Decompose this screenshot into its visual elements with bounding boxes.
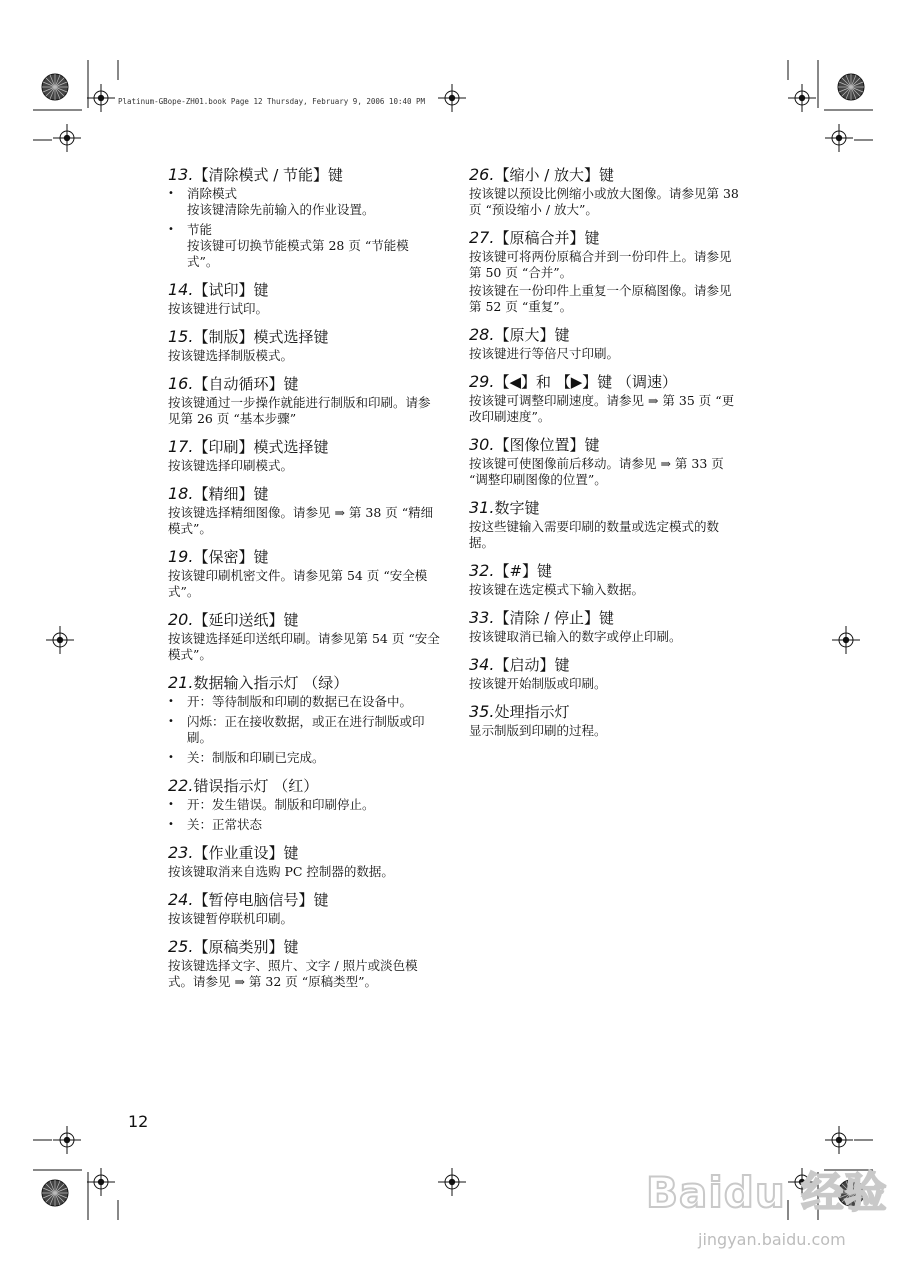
bullet-text: • 闪烁：正在接收数据，或正在进行制版或印刷。 xyxy=(187,714,425,745)
item-heading xyxy=(168,889,440,911)
bullet-text: • 关：正常状态 xyxy=(187,817,263,832)
item-description: 按该键选择延印送纸印刷。请参见第 54 页 “安全模式”。 xyxy=(168,631,440,662)
item-title: 【暂停电脑信号】键 xyxy=(193,891,329,909)
item-title: 【原大】键 xyxy=(494,326,570,344)
bullet-label: • 节能 xyxy=(187,222,213,237)
key-description-item xyxy=(168,936,440,990)
item-description: 按该键印刷机密文件。请参见第 54 页 “安全模式”。 xyxy=(168,568,428,599)
key-description-item xyxy=(168,889,440,927)
item-heading xyxy=(168,164,440,186)
baidu-watermark xyxy=(640,1148,888,1268)
key-description-item xyxy=(168,164,440,270)
item-description: 按该键可将两份原稿合并到一份印件上。请参见第 50 页 “合并”。 xyxy=(469,249,732,280)
item-number: 26. xyxy=(469,165,495,184)
bullet-item xyxy=(168,817,440,833)
item-heading xyxy=(469,434,741,456)
item-heading xyxy=(469,560,741,582)
item-title: 处理指示灯 xyxy=(494,703,570,721)
bullet-item xyxy=(168,750,440,766)
item-title: 【◀】和 【▶】键 （调速） xyxy=(494,373,678,391)
bullet-item xyxy=(168,694,440,710)
item-number: 20. xyxy=(168,610,194,629)
item-title: 【保密】键 xyxy=(193,548,269,566)
item-heading xyxy=(469,654,741,676)
left-column xyxy=(168,164,440,999)
item-number: 17. xyxy=(168,437,194,456)
item-heading xyxy=(168,672,440,694)
item-description: 按该键开始制版或印刷。 xyxy=(469,676,607,691)
item-heading xyxy=(168,775,440,797)
key-description-item xyxy=(168,483,440,537)
item-number: 23. xyxy=(168,843,194,862)
item-description: 按该键进行试印。 xyxy=(168,301,269,316)
item-title: 【图像位置】键 xyxy=(494,436,600,454)
key-description-item xyxy=(469,607,741,645)
item-number: 13. xyxy=(168,165,194,184)
key-description-item xyxy=(469,654,741,692)
watermark-brand: Baidu 经验 xyxy=(646,1168,888,1217)
item-heading xyxy=(469,324,741,346)
item-heading xyxy=(469,701,741,723)
item-heading xyxy=(469,497,741,519)
item-heading xyxy=(469,371,741,393)
item-number: 33. xyxy=(469,608,495,627)
item-number: 21. xyxy=(168,673,194,692)
item-title: 【试印】键 xyxy=(193,281,269,299)
key-description-item xyxy=(168,436,440,474)
item-number: 14. xyxy=(168,280,194,299)
item-title: 【#】键 xyxy=(494,562,553,580)
item-description: 按该键选择文字、照片、文字 / 照片或淡色模式。请参见 ⇒ 第 32 页 “原稿类型”。 xyxy=(168,958,418,989)
item-number: 25. xyxy=(168,937,194,956)
item-title: 【精细】键 xyxy=(193,485,269,503)
item-description: 按该键选择印刷模式。 xyxy=(168,458,294,473)
item-heading xyxy=(168,842,440,864)
item-title: 【清除 / 停止】键 xyxy=(494,609,615,627)
item-heading xyxy=(168,279,440,301)
item-heading xyxy=(168,373,440,395)
key-description-item xyxy=(168,279,440,317)
bullet-text: 按该键清除先前输入的作业设置。 xyxy=(187,202,375,217)
item-heading xyxy=(168,436,440,458)
key-description-item xyxy=(168,842,440,880)
bullet-item xyxy=(168,222,440,270)
bullet-item xyxy=(168,714,440,746)
item-description: 按该键选择制版模式。 xyxy=(168,348,294,363)
item-number: 29. xyxy=(469,372,495,391)
item-heading xyxy=(168,609,440,631)
item-description: 按该键暂停联机印刷。 xyxy=(168,911,294,926)
item-description: 按该键在选定模式下输入数据。 xyxy=(469,582,645,597)
item-heading xyxy=(469,227,741,249)
key-description-item xyxy=(469,560,741,598)
bullet-text: • 开：等待制版和印刷的数据已在设备中。 xyxy=(187,694,413,709)
item-description: 按该键以预设比例缩小或放大图像。请参见第 38 页 “预设缩小 / 放大”。 xyxy=(469,186,739,217)
item-title: 【印刷】模式选择键 xyxy=(193,438,329,456)
item-description: 按这些键输入需要印刷的数量或选定模式的数据。 xyxy=(469,519,720,550)
item-heading xyxy=(168,936,440,958)
item-number: 22. xyxy=(168,776,194,795)
item-number: 18. xyxy=(168,484,194,503)
key-description-item xyxy=(168,672,440,766)
bullet-label: • 消除模式 xyxy=(187,186,238,201)
item-title: 【原稿类别】键 xyxy=(193,938,299,956)
key-description-item xyxy=(469,371,741,425)
item-number: 15. xyxy=(168,327,194,346)
bullet-list xyxy=(168,797,440,833)
right-column xyxy=(469,164,741,748)
item-title: 【缩小 / 放大】键 xyxy=(494,166,615,184)
key-description-item xyxy=(469,434,741,488)
item-number: 28. xyxy=(469,325,495,344)
item-description: 按该键取消来自选购 PC 控制器的数据。 xyxy=(168,864,394,879)
item-title: 【原稿合并】键 xyxy=(494,229,600,247)
watermark-url: jingyan.baidu.com xyxy=(698,1230,846,1249)
item-title: 错误指示灯 （红） xyxy=(193,777,319,795)
key-description-item xyxy=(469,164,741,218)
item-title: 数字键 xyxy=(494,499,540,517)
item-number: 31. xyxy=(469,498,495,517)
item-description: 按该键选择精细图像。请参见 ⇒ 第 38 页 “精细模式”。 xyxy=(168,505,434,536)
page-number: 12 xyxy=(128,1112,149,1131)
bullet-text: • 开：发生错误。制版和印刷停止。 xyxy=(187,797,375,812)
item-title: 【作业重设】键 xyxy=(193,844,299,862)
key-description-item xyxy=(168,546,440,600)
item-number: 27. xyxy=(469,228,495,247)
key-description-item xyxy=(469,497,741,551)
bullet-text: • 关：制版和印刷已完成。 xyxy=(187,750,325,765)
item-number: 30. xyxy=(469,435,495,454)
key-description-item xyxy=(168,609,440,663)
item-title: 【启动】键 xyxy=(494,656,570,674)
item-title: 数据输入指示灯 （绿） xyxy=(193,674,349,692)
item-number: 16. xyxy=(168,374,194,393)
bullet-item xyxy=(168,797,440,813)
key-description-item xyxy=(469,227,741,315)
key-description-item xyxy=(469,701,741,739)
item-title: 【制版】模式选择键 xyxy=(193,328,329,346)
item-title: 【延印送纸】键 xyxy=(193,611,299,629)
item-description: 按该键在一份印件上重复一个原稿图像。请参见第 52 页 “重复”。 xyxy=(469,283,732,314)
bullet-list xyxy=(168,694,440,766)
item-description: 按该键进行等倍尺寸印刷。 xyxy=(469,346,620,361)
item-description: 按该键取消已输入的数字或停止印刷。 xyxy=(469,629,682,644)
item-title: 【清除模式 / 节能】键 xyxy=(193,166,344,184)
key-description-item xyxy=(168,775,440,833)
bullet-list xyxy=(168,186,440,270)
key-description-item xyxy=(168,373,440,427)
item-heading xyxy=(168,483,440,505)
item-heading xyxy=(168,326,440,348)
item-heading xyxy=(469,164,741,186)
book-header-info: Platinum-GBope-ZH01.book Page 12 Thursday, February 9, 2006 10:40 PM xyxy=(118,97,426,106)
key-description-item xyxy=(168,326,440,364)
item-number: 19. xyxy=(168,547,194,566)
item-number: 24. xyxy=(168,890,194,909)
key-description-item xyxy=(469,324,741,362)
item-number: 32. xyxy=(469,561,495,580)
item-description: 显示制版到印刷的过程。 xyxy=(469,723,607,738)
item-heading xyxy=(469,607,741,629)
item-description: 按该键通过一步操作就能进行制版和印刷。请参见第 26 页 “基本步骤” xyxy=(168,395,431,426)
item-number: 35. xyxy=(469,702,495,721)
item-title: 【自动循环】键 xyxy=(193,375,299,393)
item-number: 34. xyxy=(469,655,495,674)
item-description: 按该键可调整印刷速度。请参见 ⇒ 第 35 页 “更改印刷速度”。 xyxy=(469,393,735,424)
bullet-text: 按该键可切换节能模式第 28 页 “节能模式”。 xyxy=(187,238,409,269)
bullet-item xyxy=(168,186,440,218)
item-heading xyxy=(168,546,440,568)
item-description: 按该键可使图像前后移动。请参见 ⇒ 第 33 页 “调整印刷图像的位置”。 xyxy=(469,456,724,487)
